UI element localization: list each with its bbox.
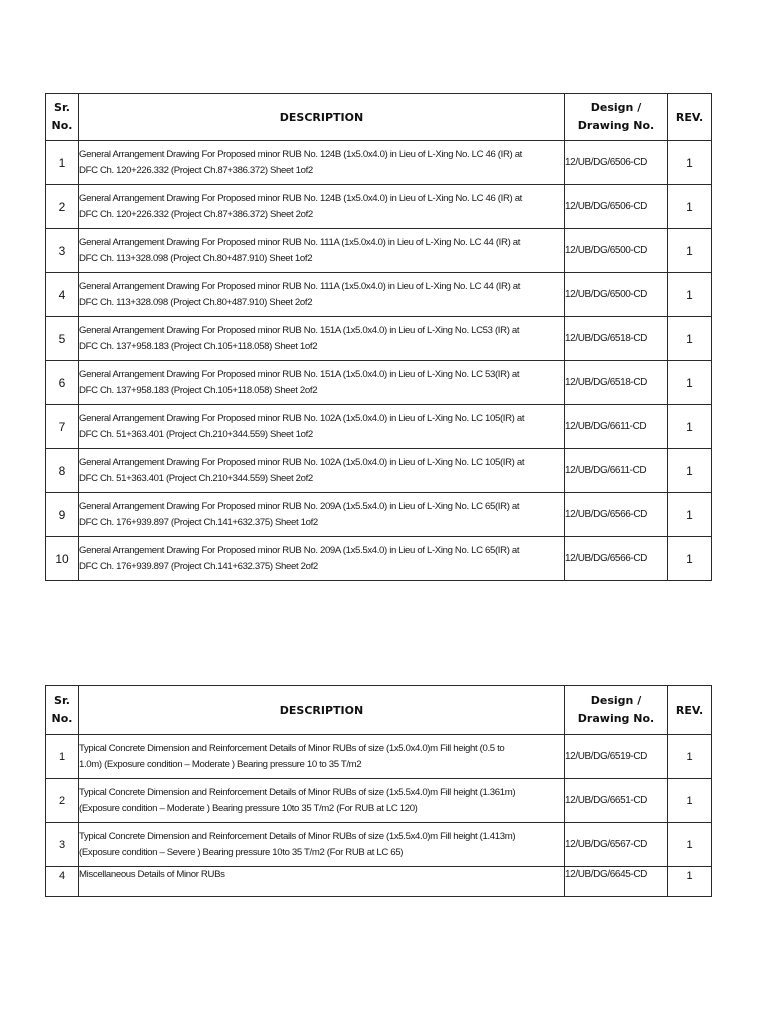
header-drawing-no: Design / Drawing No.	[565, 686, 668, 735]
row-sr-no: 2	[46, 779, 79, 823]
table-row	[46, 185, 712, 229]
table-row	[46, 823, 712, 867]
description-line-2: DFC Ch. 176+939.897 (Project Ch.141+632.375) Sheet 2of2	[79, 560, 318, 572]
row-sr-no: 9	[46, 493, 79, 537]
description-line-2: DFC Ch. 120+226.332 (Project Ch.87+386.372) Sheet 1of2	[79, 164, 313, 176]
description-line-1: General Arrangement Drawing For Proposed minor RUB No. 102A (1x5.0x4.0) in Lieu of L-Xing No. LC 105(IR) at	[79, 457, 525, 468]
header-description: DESCRIPTION	[79, 686, 565, 735]
description-line-1: Miscellaneous Details of Minor RUBs	[79, 869, 225, 880]
row-description	[79, 273, 565, 317]
row-rev: 1	[668, 229, 712, 273]
row-description	[79, 867, 565, 897]
row-drawing-no: 12/UB/DG/6611-CD	[565, 405, 668, 449]
description-line-2: 1.0m) (Exposure condition – Moderate ) Bearing pressure 10 to 35 T/m2	[79, 758, 362, 770]
description-line-1: General Arrangement Drawing For Proposed minor RUB No. 151A (1x5.0x4.0) in Lieu of L-Xing No. LC 53(IR) at	[79, 369, 520, 380]
row-description	[79, 185, 565, 229]
table-row	[46, 273, 712, 317]
header-rev: REV.	[668, 94, 712, 141]
description-line-1: General Arrangement Drawing For Proposed minor RUB No. 209A (1x5.5x4.0) in Lieu of L-Xing No. LC 65(IR) at	[79, 501, 520, 512]
description-line-1: Typical Concrete Dimension and Reinforcement Details of Minor RUBs of size (1x5.5x4.0)m Fill height (1.361m)	[79, 787, 516, 798]
description-line-2: DFC Ch. 176+939.897 (Project Ch.141+632.375) Sheet 1of2	[79, 516, 318, 528]
description-line-2: DFC Ch. 113+328.098 (Project Ch.80+487.910) Sheet 2of2	[79, 296, 313, 308]
description-line-1: General Arrangement Drawing For Proposed minor RUB No. 209A (1x5.5x4.0) in Lieu of L-Xing No. LC 65(IR) at	[79, 545, 520, 556]
header-sr-no: Sr. No.	[46, 94, 79, 141]
row-sr-no: 6	[46, 361, 79, 405]
row-rev: 1	[668, 735, 712, 779]
header-description: DESCRIPTION	[79, 94, 565, 141]
description-line-1: General Arrangement Drawing For Proposed minor RUB No. 102A (1x5.0x4.0) in Lieu of L-Xing No. LC 105(IR) at	[79, 413, 525, 424]
description-line-1: General Arrangement Drawing For Proposed minor RUB No. 124B (1x5.0x4.0) in Lieu of L-Xing No. LC 46 (IR) at	[79, 149, 522, 160]
row-drawing-no: 12/UB/DG/6645-CD	[565, 867, 668, 897]
table-row	[46, 493, 712, 537]
row-description	[79, 779, 565, 823]
row-description	[79, 229, 565, 273]
description-line-1: General Arrangement Drawing For Proposed minor RUB No. 111A (1x5.0x4.0) in Lieu of L-Xing No. LC 44 (IR) at	[79, 281, 521, 292]
table-row	[46, 735, 712, 779]
row-rev: 1	[668, 317, 712, 361]
row-drawing-no: 12/UB/DG/6500-CD	[565, 229, 668, 273]
table-header-row	[46, 686, 712, 735]
row-drawing-no: 12/UB/DG/6506-CD	[565, 141, 668, 185]
row-description	[79, 493, 565, 537]
row-drawing-no: 12/UB/DG/6500-CD	[565, 273, 668, 317]
row-drawing-no: 12/UB/DG/6519-CD	[565, 735, 668, 779]
row-drawing-no: 12/UB/DG/6518-CD	[565, 361, 668, 405]
row-rev: 1	[668, 273, 712, 317]
row-sr-no: 3	[46, 229, 79, 273]
row-rev: 1	[668, 185, 712, 229]
description-line-2: DFC Ch. 51+363.401 (Project Ch.210+344.559) Sheet 1of2	[79, 428, 313, 440]
description-line-1: General Arrangement Drawing For Proposed minor RUB No. 151A (1x5.0x4.0) in Lieu of L-Xing No. LC53 (IR) at	[79, 325, 520, 336]
table-row	[46, 361, 712, 405]
table-row	[46, 405, 712, 449]
header-sr-no: Sr. No.	[46, 686, 79, 735]
row-sr-no: 2	[46, 185, 79, 229]
description-line-1: Typical Concrete Dimension and Reinforcement Details of Minor RUBs of size (1x5.5x4.0)m Fill height (1.413m)	[79, 831, 516, 842]
row-drawing-no: 12/UB/DG/6611-CD	[565, 449, 668, 493]
row-description	[79, 141, 565, 185]
row-rev: 1	[668, 867, 712, 897]
description-line-2: DFC Ch. 120+226.332 (Project Ch.87+386.372) Sheet 2of2	[79, 208, 313, 220]
row-sr-no: 8	[46, 449, 79, 493]
row-rev: 1	[668, 823, 712, 867]
row-sr-no: 4	[46, 273, 79, 317]
row-description	[79, 361, 565, 405]
description-line-2: (Exposure condition – Severe ) Bearing pressure 10to 35 T/m2 (For RUB at LC 65)	[79, 846, 404, 858]
description-line-1: General Arrangement Drawing For Proposed minor RUB No. 124B (1x5.0x4.0) in Lieu of L-Xing No. LC 46 (IR) at	[79, 193, 522, 204]
table-row	[46, 229, 712, 273]
table-row	[46, 867, 712, 897]
row-drawing-no: 12/UB/DG/6566-CD	[565, 493, 668, 537]
row-sr-no: 3	[46, 823, 79, 867]
drawing-list-table-1	[45, 93, 712, 581]
row-drawing-no: 12/UB/DG/6567-CD	[565, 823, 668, 867]
row-description	[79, 405, 565, 449]
row-rev: 1	[668, 537, 712, 581]
row-rev: 1	[668, 493, 712, 537]
row-description	[79, 449, 565, 493]
row-sr-no: 4	[46, 867, 79, 897]
row-rev: 1	[668, 405, 712, 449]
table-row	[46, 317, 712, 361]
row-sr-no: 7	[46, 405, 79, 449]
row-drawing-no: 12/UB/DG/6566-CD	[565, 537, 668, 581]
row-description	[79, 735, 565, 779]
row-description	[79, 317, 565, 361]
row-sr-no: 5	[46, 317, 79, 361]
description-line-2: DFC Ch. 137+958.183 (Project Ch.105+118.058) Sheet 2of2	[79, 384, 318, 396]
description-line-2: DFC Ch. 137+958.183 (Project Ch.105+118.058) Sheet 1of2	[79, 340, 318, 352]
header-rev: REV.	[668, 686, 712, 735]
table-header-row	[46, 94, 712, 141]
description-line-2: DFC Ch. 113+328.098 (Project Ch.80+487.910) Sheet 1of2	[79, 252, 313, 264]
row-description	[79, 537, 565, 581]
row-drawing-no: 12/UB/DG/6518-CD	[565, 317, 668, 361]
row-rev: 1	[668, 141, 712, 185]
row-sr-no: 1	[46, 735, 79, 779]
description-line-2: DFC Ch. 51+363.401 (Project Ch.210+344.559) Sheet 2of2	[79, 472, 313, 484]
row-description	[79, 823, 565, 867]
row-rev: 1	[668, 779, 712, 823]
row-drawing-no: 12/UB/DG/6651-CD	[565, 779, 668, 823]
description-line-2: (Exposure condition – Moderate ) Bearing pressure 10to 35 T/m2 (For RUB at LC 120)	[79, 802, 418, 814]
table-row	[46, 779, 712, 823]
description-line-1: Typical Concrete Dimension and Reinforcement Details of Minor RUBs of size (1x5.0x4.0)m Fill height (0.5 to	[79, 743, 505, 754]
row-rev: 1	[668, 361, 712, 405]
description-line-1: General Arrangement Drawing For Proposed minor RUB No. 111A (1x5.0x4.0) in Lieu of L-Xing No. LC 44 (IR) at	[79, 237, 521, 248]
row-sr-no: 10	[46, 537, 79, 581]
row-drawing-no: 12/UB/DG/6506-CD	[565, 185, 668, 229]
drawing-list-table-2	[45, 685, 712, 897]
table-row	[46, 537, 712, 581]
header-drawing-no: Design / Drawing No.	[565, 94, 668, 141]
table-row	[46, 141, 712, 185]
row-sr-no: 1	[46, 141, 79, 185]
row-rev: 1	[668, 449, 712, 493]
table-row	[46, 449, 712, 493]
